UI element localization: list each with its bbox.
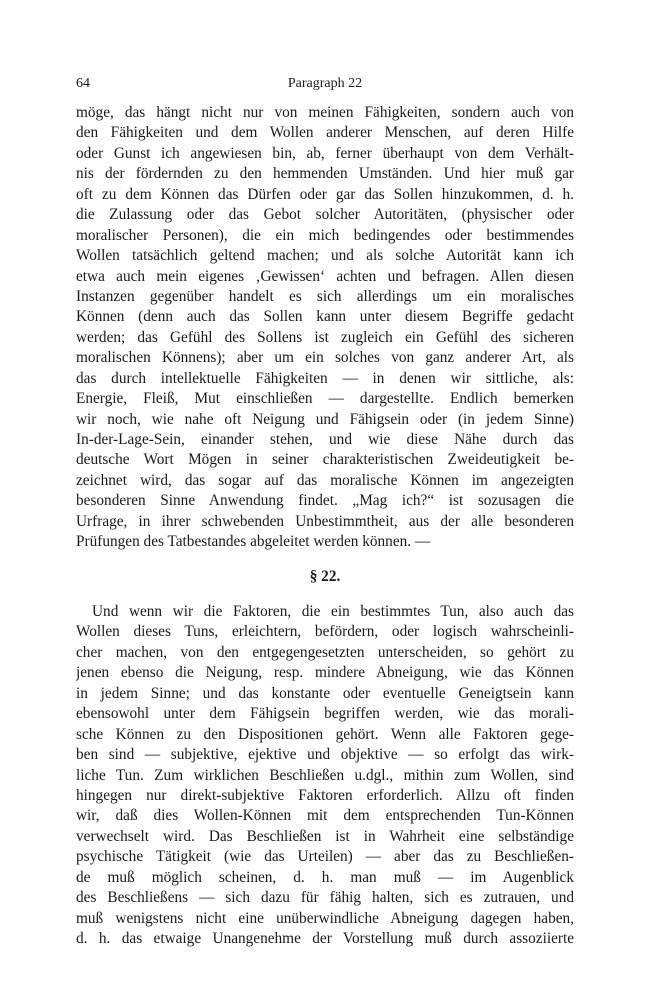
text-line: werden; das Gefühl des Sollens ist zugleich ein Gefühl des sicheren: [76, 328, 574, 346]
text-line: sche Können zu den Dispositionen gehört. Wenn alle Faktoren gege-: [76, 725, 574, 743]
text-line: ben sind — subjektive, ejektive und objektive — so erfolgt das wirk-: [76, 746, 574, 764]
text-line: Wollen dieses Tuns, erleichtern, befördern, oder logisch wahrscheinli-: [76, 623, 574, 641]
text-line: muß wenigstens nicht eine unüberwindliche Abneigung dagegen haben,: [76, 909, 574, 927]
paragraph-section-22: [76, 602, 574, 949]
text-line: In-der-Lage-Sein, einander stehen, und wie diese Nähe durch das: [76, 431, 574, 448]
text-line: ebensowohl unter dem Fähigsein begriffen werden, wie das morali-: [76, 705, 574, 723]
text-line: cher machen, von den entgegengesetzten unterscheiden, so gehört zu: [76, 643, 574, 661]
text-line: etwa auch mein eigenes ‚Gewissen‘ achten und befragen. Allen diesen: [76, 267, 574, 285]
text-line: wir noch, wie nahe oft Neigung und Fähigsein oder (in jedem Sinne): [76, 410, 574, 428]
text-line: nis der fördernden zu den hemmenden Umständen. Und hier muß gar: [76, 165, 574, 183]
text-line: zeichnet wird, das sogar auf das moralische Können im angezeigten: [76, 471, 574, 489]
section-heading: § 22.: [309, 568, 341, 585]
text-line: jenen ebenso die Neigung, resp. mindere Abneigung, wie das Können: [76, 664, 574, 682]
text-line: möge, das hängt nicht nur von meinen Fähigkeiten, sondern auch von: [76, 104, 574, 121]
text-line: oft zu dem Können das Dürfen oder gar das Sollen hinzukommen, d. h.: [76, 185, 574, 203]
text-line: besonderen Sinne Anwendung findet. „Mag ich?“ ist sozusagen die: [76, 492, 574, 510]
text-line: psychische Tätigkeit (wie das Urteilen) — aber das zu Beschließen-: [76, 848, 574, 866]
text-line: den Fähigkeiten und dem Wollen anderer Menschen, auf deren Hilfe: [76, 124, 574, 142]
text-line: die Zulassung oder das Gebot solcher Autoritäten, (physischer oder: [76, 206, 574, 224]
text-line: Urfrage, in ihrer schwebenden Unbestimmtheit, aus der alle besonderen: [76, 512, 574, 530]
running-head: [76, 76, 574, 96]
text-line: oder Gunst ich angewiesen bin, ab, ferner überhaupt von dem Verhält-: [76, 144, 574, 162]
text-line: Energie, Fleiß, Mut einschließen — dargestellte. Endlich bemerken: [76, 390, 574, 408]
text-line: des Beschließens — sich dazu für fähig halten, sich es zutrauen, und: [76, 889, 574, 907]
text-line: d. h. das etwaige Unangenehme der Vorstellung muß durch assoziierte: [76, 930, 574, 947]
paragraph-continued: [76, 103, 574, 553]
text-line: wir, daß dies Wollen-Können mit dem entsprechenden Tun-Können: [76, 807, 574, 825]
text-line: Und wenn wir die Faktoren, die ein bestimmtes Tun, also auch das: [92, 603, 574, 620]
text-line: Prüfungen des Tatbestandes abgeleitet werden können. —: [76, 533, 431, 551]
text-line: verwechselt wird. Das Beschließen ist in Wahrheit eine selbständige: [76, 827, 574, 845]
text-line: das durch intellektuelle Fähigkeiten — in denen wir sittliche, als:: [76, 369, 574, 387]
text-line: in jedem Sinne; und das konstante oder eventuelle Geneigtsein kann: [76, 684, 574, 702]
text-line: moralischer Personen), die ein mich bedingendes oder bestimmendes: [76, 226, 574, 244]
header-title: Paragraph 22: [287, 76, 363, 91]
page-number: 64: [76, 76, 90, 91]
text-line: Wollen tatsächlich geltend machen; und als solche Autorität kann ich: [76, 247, 574, 265]
text-line: hingegen nur direkt-subjektive Faktoren erforderlich. Allzu oft finden: [76, 786, 574, 804]
text-line: de muß möglich scheinen, d. h. man muß — im Augenblick: [76, 868, 574, 886]
text-line: deutsche Wort Mögen in seiner charakteristischen Zweideutigkeit be-: [76, 451, 574, 469]
text-line: liche Tun. Zum wirklichen Beschließen u.dgl., mithin zum Wollen, sind: [76, 766, 574, 784]
text-line: Können (denn auch das Sollen kann unter diesem Begriffe gedacht: [76, 308, 574, 326]
text-line: moralischen Könnens); aber um ein solches von ganz anderer Art, als: [76, 349, 574, 367]
text-line: Instanzen gegenüber handelt es sich allerdings um ein moralisches: [76, 287, 574, 305]
